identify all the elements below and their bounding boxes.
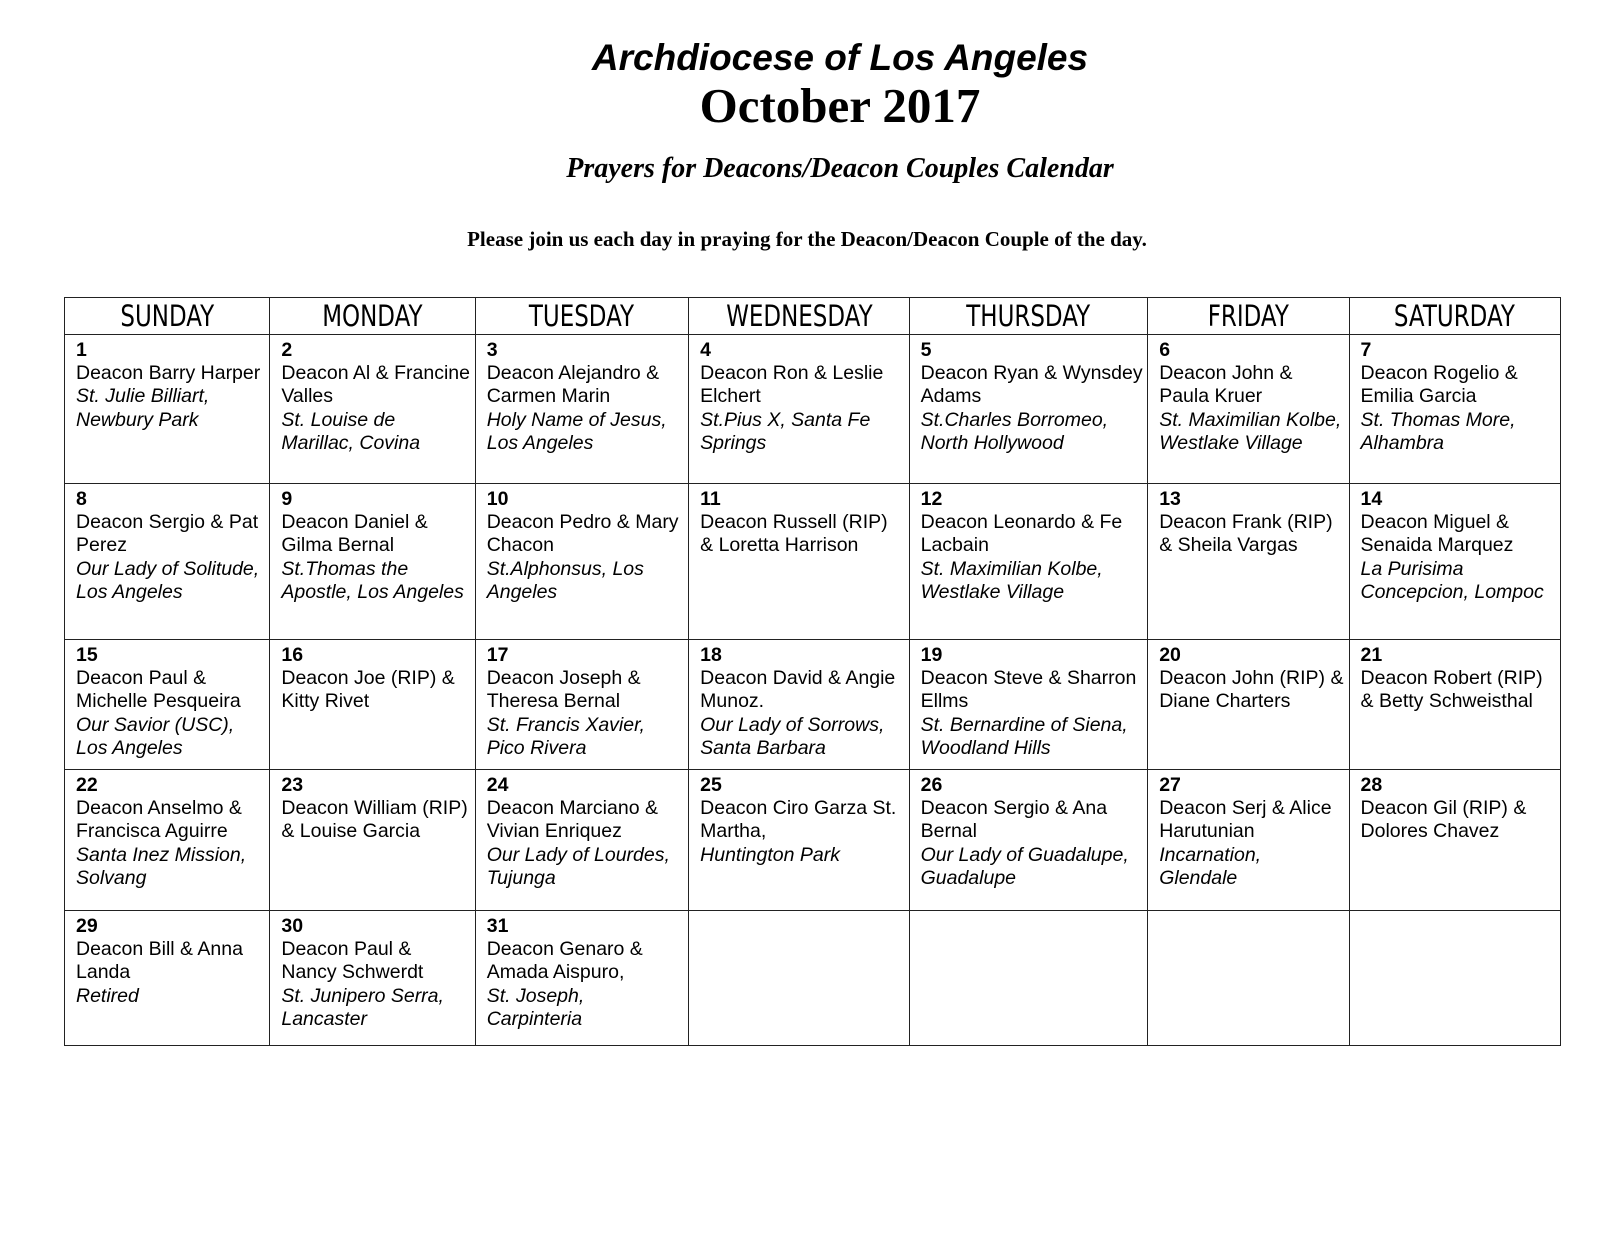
parish-name: St. Francis Xavier, Pico Rivera: [486, 713, 645, 759]
day-number: 18: [700, 644, 722, 666]
deacon-name: Deacon John & Paula Kruer: [1159, 362, 1293, 408]
deacon-name: Deacon Ron & Leslie Elchert: [700, 362, 884, 408]
day-cell: [909, 770, 1148, 911]
parish-name: St. Maximilian Kolbe, Westlake Village: [920, 557, 1103, 603]
parish-name: St. Julie Billiart, Newbury Park: [76, 385, 210, 431]
day-cell: [475, 640, 688, 770]
deacon-name: Deacon Gil (RIP) & Dolores Chavez: [1360, 797, 1527, 843]
deacon-name: Deacon Miguel & Senaida Marquez: [1360, 511, 1514, 557]
day-number: 17: [486, 644, 509, 666]
prayer-invitation: Please join us each day in praying for the Deacon/Deacon Couple of the day.: [467, 227, 1147, 251]
parish-name: St.Alphonsus, Los Angeles: [486, 557, 644, 603]
parish-name: Our Lady of Lourdes, Tujunga: [486, 843, 670, 889]
day-cell: [475, 484, 688, 640]
day-cell: [689, 335, 909, 484]
day-cell: [475, 911, 688, 1046]
day-number: 14: [1360, 488, 1383, 510]
deacon-name: Deacon Paul & Michelle Pesqueira: [76, 667, 241, 713]
day-number: 10: [486, 488, 509, 510]
weekday-wednesday: WEDNESDAY: [702, 298, 896, 335]
day-cell: [65, 640, 270, 770]
day-number: 20: [1159, 644, 1181, 666]
weekday-saturday: SATURDAY: [1362, 298, 1548, 335]
deacon-name: Deacon Alejandro & Carmen Marin: [486, 362, 660, 408]
deacon-name: Deacon Barry Harper: [76, 362, 261, 385]
deacon-name: Deacon Russell (RIP) & Loretta Harrison: [700, 511, 888, 557]
deacon-name: Deacon David & Angie Munoz.: [700, 667, 896, 713]
week-row: [65, 484, 1561, 640]
day-cell-empty: [1349, 911, 1560, 1046]
day-number: 31: [486, 915, 509, 937]
deacon-name: Deacon John (RIP) & Diane Charters: [1159, 667, 1344, 713]
deacon-name: Deacon Ciro Garza St. Martha,: [700, 797, 897, 843]
day-cell: [65, 484, 270, 640]
parish-name: St. Bernardine of Siena, Woodland Hills: [920, 713, 1128, 759]
parish-name: Santa Inez Mission, Solvang: [76, 843, 247, 889]
day-cell: [909, 484, 1148, 640]
day-cell: [270, 770, 475, 911]
day-cell: [689, 484, 909, 640]
parish-name: Our Savior (USC), Los Angeles: [76, 713, 235, 759]
deacon-name: Deacon Rogelio & Emilia Garcia: [1360, 362, 1518, 408]
day-number: 27: [1159, 774, 1181, 796]
deacon-name: Deacon Frank (RIP) & Sheila Vargas: [1159, 511, 1333, 557]
week-row: [65, 335, 1561, 484]
day-number: 6: [1159, 339, 1171, 361]
weekday-header-row: [65, 298, 1561, 335]
parish-name: St. Louise de Marillac, Covina: [281, 408, 421, 454]
deacon-name: Deacon Joe (RIP) & Kitty Rivet: [281, 667, 455, 713]
calendar-subtitle: Prayers for Deacons/Deacon Couples Calendar: [566, 153, 1114, 184]
day-cell: [270, 484, 475, 640]
day-cell: [475, 335, 688, 484]
week-row: [65, 770, 1561, 911]
month-title: October 2017: [699, 78, 981, 133]
day-cell: [270, 335, 475, 484]
deacon-name: Deacon Robert (RIP) & Betty Schweisthal: [1360, 667, 1543, 713]
deacon-name: Deacon Genaro & Amada Aispuro,: [486, 938, 643, 984]
day-cell: [65, 335, 270, 484]
day-number: 24: [486, 774, 509, 796]
day-number: 16: [281, 644, 304, 666]
day-cell: [65, 770, 270, 911]
day-number: 12: [920, 488, 943, 510]
day-cell: [1349, 770, 1560, 911]
deacon-name: Deacon Leonardo & Fe Lacbain: [920, 511, 1123, 557]
weekday-monday: MONDAY: [282, 298, 463, 335]
day-number: 7: [1360, 339, 1372, 361]
day-cell: [909, 335, 1148, 484]
deacon-name: Deacon Joseph & Theresa Bernal: [486, 667, 641, 713]
day-number: 29: [76, 915, 98, 937]
parish-name: St. Junipero Serra, Lancaster: [281, 984, 444, 1030]
day-cell: [1148, 770, 1349, 911]
day-cell: [1349, 335, 1560, 484]
prayer-calendar: [64, 297, 1561, 1046]
weekday-friday: FRIDAY: [1160, 298, 1337, 335]
day-cell-empty: [689, 911, 909, 1046]
deacon-name: Deacon Al & Francine Valles: [281, 362, 470, 408]
day-cell: [1349, 640, 1560, 770]
parish-name: Incarnation, Glendale: [1159, 843, 1262, 889]
deacon-name: Deacon Sergio & Ana Bernal: [920, 797, 1108, 843]
day-cell: [475, 770, 688, 911]
deacon-name: Deacon Sergio & Pat Perez: [76, 511, 259, 557]
parish-name: St. Joseph, Carpinteria: [486, 984, 585, 1030]
weekday-sunday: SUNDAY: [77, 298, 258, 335]
week-row: [65, 640, 1561, 770]
parish-name: Our Lady of Solitude, Los Angeles: [76, 557, 260, 603]
day-cell-empty: [909, 911, 1148, 1046]
parish-name: St.Charles Borromeo, North Hollywood: [920, 408, 1109, 454]
parish-name: St. Thomas More, Alhambra: [1360, 408, 1516, 454]
day-number: 30: [281, 915, 304, 937]
day-number: 2: [281, 339, 293, 361]
day-number: 4: [700, 339, 711, 361]
day-number: 19: [920, 644, 943, 666]
deacon-name: Deacon Serj & Alice Harutunian: [1159, 797, 1332, 843]
parish-name: La Purisima Concepcion, Lompoc: [1360, 557, 1544, 603]
day-number: 8: [76, 488, 87, 510]
day-cell: [689, 770, 909, 911]
parish-name: Our Lady of Sorrows, Santa Barbara: [700, 713, 885, 759]
day-number: 13: [1159, 488, 1181, 510]
day-number: 15: [76, 644, 98, 666]
day-cell: [689, 640, 909, 770]
day-number: 26: [920, 774, 943, 796]
day-number: 1: [76, 339, 87, 361]
day-number: 11: [700, 488, 721, 510]
parish-name: Retired: [76, 984, 139, 1007]
deacon-name: Deacon Bill & Anna Landa: [76, 938, 243, 984]
parish-name: St.Pius X, Santa Fe Springs: [700, 408, 871, 454]
deacon-name: Deacon Anselmo & Francisca Aguirre: [76, 797, 242, 843]
deacon-name: Deacon Marciano & Vivian Enriquez: [486, 797, 658, 843]
day-cell: [909, 640, 1148, 770]
day-cell: [65, 911, 270, 1046]
day-number: 28: [1360, 774, 1383, 796]
deacon-name: Deacon Paul & Nancy Schwerdt: [281, 938, 424, 984]
day-number: 9: [281, 488, 293, 510]
weekday-tuesday: TUESDAY: [488, 298, 676, 335]
deacon-name: Deacon Pedro & Mary Chacon: [486, 511, 679, 557]
parish-name: Our Lady of Guadalupe, Guadalupe: [920, 843, 1129, 889]
parish-name: Holy Name of Jesus, Los Angeles: [486, 408, 667, 454]
day-number: 25: [700, 774, 722, 796]
deacon-name: Deacon William (RIP) & Louise Garcia: [281, 797, 468, 843]
day-cell-empty: [1148, 911, 1349, 1046]
day-cell: [270, 640, 475, 770]
day-number: 22: [76, 774, 98, 796]
day-number: 3: [486, 339, 498, 361]
deacon-name: Deacon Steve & Sharron Ellms: [920, 667, 1137, 713]
day-cell: [1148, 335, 1349, 484]
parish-name: St.Thomas the Apostle, Los Angeles: [281, 557, 464, 603]
parish-name: St. Maximilian Kolbe, Westlake Village: [1159, 408, 1342, 454]
organization-title: Archdiocese of Los Angeles: [591, 37, 1089, 78]
day-cell: [1148, 484, 1349, 640]
day-number: 5: [920, 339, 932, 361]
weekday-thursday: THURSDAY: [923, 298, 1133, 335]
day-number: 23: [281, 774, 304, 796]
week-row: [65, 911, 1561, 1046]
parish-name: Huntington Park: [700, 843, 840, 866]
day-cell: [270, 911, 475, 1046]
deacon-name: Deacon Ryan & Wynsdey Adams: [920, 362, 1143, 408]
deacon-name: Deacon Daniel & Gilma Bernal: [281, 511, 428, 557]
day-cell: [1349, 484, 1560, 640]
day-number: 21: [1360, 644, 1383, 666]
day-cell: [1148, 640, 1349, 770]
